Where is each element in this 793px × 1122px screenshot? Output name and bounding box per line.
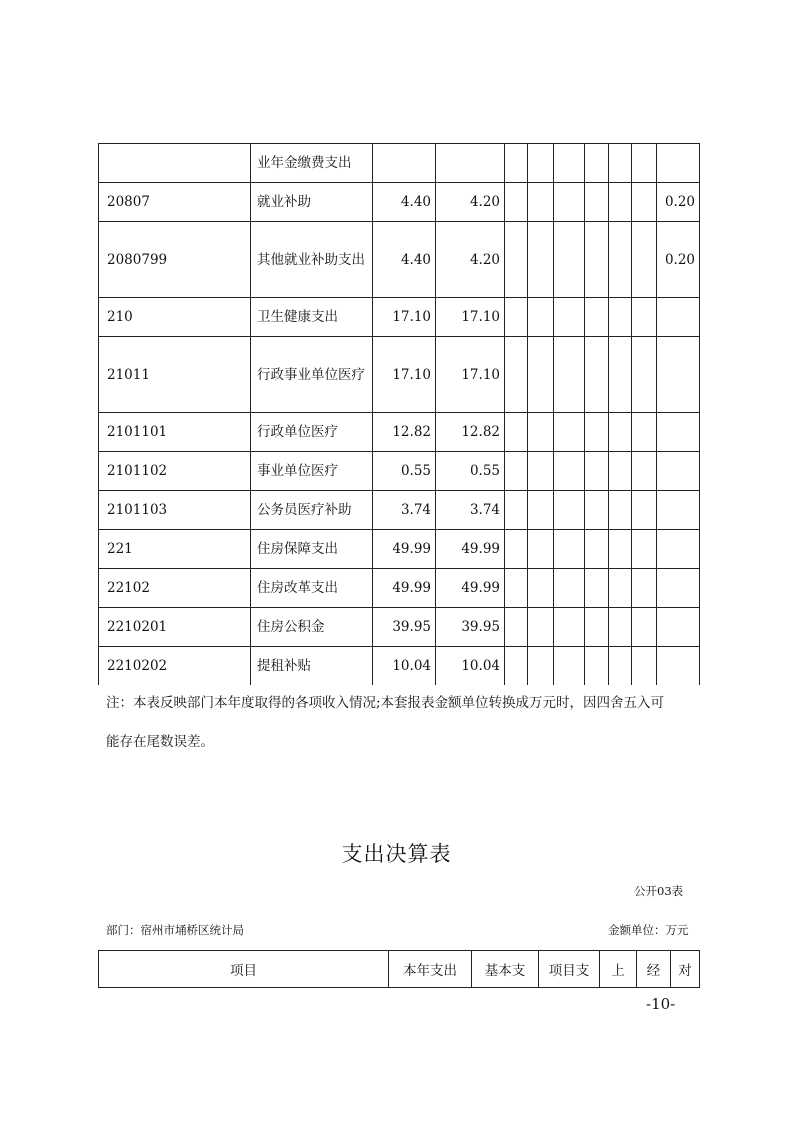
table-row xyxy=(99,144,700,183)
cell-c6 xyxy=(528,144,554,183)
cell-c10 xyxy=(632,222,657,298)
department-label: 部门：宿州市埇桥区统计局 xyxy=(106,923,244,937)
cell-name: 提租补贴 xyxy=(251,647,373,686)
cell-c5 xyxy=(505,298,528,337)
cell-c10 xyxy=(632,337,657,413)
cell-c6 xyxy=(528,452,554,491)
cell-c9 xyxy=(609,222,632,298)
cell-c10 xyxy=(632,647,657,686)
cell-c7 xyxy=(554,144,585,183)
cell-c6 xyxy=(528,491,554,530)
table-row xyxy=(99,183,700,222)
cell-c6 xyxy=(528,608,554,647)
header-cell: 项目支 xyxy=(539,951,600,988)
cell-code: 2101103 xyxy=(99,491,251,530)
cell-total xyxy=(373,144,436,183)
cell-c11 xyxy=(657,491,700,530)
cell-c5 xyxy=(505,144,528,183)
cell-c10 xyxy=(632,608,657,647)
cell-c11: 0.20 xyxy=(657,222,700,298)
cell-code: 22102 xyxy=(99,569,251,608)
cell-c9 xyxy=(609,337,632,413)
cell-name: 住房保障支出 xyxy=(251,530,373,569)
cell-c11 xyxy=(657,337,700,413)
cell-c8 xyxy=(585,452,609,491)
cell-total: 17.10 xyxy=(373,298,436,337)
cell-c6 xyxy=(528,413,554,452)
cell-total: 12.82 xyxy=(373,413,436,452)
cell-total: 10.04 xyxy=(373,647,436,686)
cell-c6 xyxy=(528,569,554,608)
cell-name: 业年金缴费支出 xyxy=(251,144,373,183)
cell-basic xyxy=(436,144,505,183)
cell-basic: 17.10 xyxy=(436,337,505,413)
cell-code: 2210201 xyxy=(99,608,251,647)
cell-c8 xyxy=(585,569,609,608)
page-number: -10- xyxy=(646,995,676,1013)
header-cell: 项目 xyxy=(99,951,389,988)
header-cell: 对 xyxy=(671,951,700,988)
note-line-1: 注：本表反映部门本年度取得的各项收入情况;本套报表金额单位转换成万元时，因四舍五入可 xyxy=(106,695,665,711)
cell-c8 xyxy=(585,647,609,686)
cell-c9 xyxy=(609,413,632,452)
cell-c9 xyxy=(609,608,632,647)
table-row xyxy=(99,608,700,647)
cell-total: 49.99 xyxy=(373,569,436,608)
cell-c11: 0.20 xyxy=(657,183,700,222)
cell-c7 xyxy=(554,569,585,608)
cell-c7 xyxy=(554,413,585,452)
cell-c10 xyxy=(632,530,657,569)
cell-total: 4.40 xyxy=(373,183,436,222)
cell-c10 xyxy=(632,144,657,183)
cell-c5 xyxy=(505,608,528,647)
cell-c7 xyxy=(554,530,585,569)
form-number: 公开03表 xyxy=(634,884,684,898)
section-title: 支出决算表 xyxy=(341,842,452,866)
cell-c5 xyxy=(505,337,528,413)
cell-c10 xyxy=(632,569,657,608)
cell-basic: 17.10 xyxy=(436,298,505,337)
table-row xyxy=(99,530,700,569)
cell-code xyxy=(99,144,251,183)
cell-c7 xyxy=(554,298,585,337)
cell-c5 xyxy=(505,530,528,569)
cell-c6 xyxy=(528,222,554,298)
cell-c8 xyxy=(585,222,609,298)
cell-c8 xyxy=(585,413,609,452)
header-cell: 经 xyxy=(637,951,671,988)
header-cell: 基本支 xyxy=(472,951,539,988)
cell-total: 49.99 xyxy=(373,530,436,569)
cell-c7 xyxy=(554,183,585,222)
header-cell: 本年支出 xyxy=(389,951,472,988)
cell-name: 住房改革支出 xyxy=(251,569,373,608)
income-table xyxy=(98,143,700,685)
cell-c9 xyxy=(609,452,632,491)
table-row xyxy=(99,413,700,452)
cell-c6 xyxy=(528,183,554,222)
cell-basic: 12.82 xyxy=(436,413,505,452)
cell-basic: 4.20 xyxy=(436,222,505,298)
table-row xyxy=(99,298,700,337)
note-line-2: 能存在尾数误差。 xyxy=(106,734,214,750)
cell-code: 2080799 xyxy=(99,222,251,298)
cell-code: 2101102 xyxy=(99,452,251,491)
cell-basic: 49.99 xyxy=(436,569,505,608)
cell-c5 xyxy=(505,413,528,452)
cell-c9 xyxy=(609,491,632,530)
amount-unit-label: 金额单位：万元 xyxy=(608,923,689,937)
cell-name: 卫生健康支出 xyxy=(251,298,373,337)
cell-c5 xyxy=(505,183,528,222)
cell-total: 4.40 xyxy=(373,222,436,298)
table-row xyxy=(99,337,700,413)
cell-c11 xyxy=(657,647,700,686)
cell-c5 xyxy=(505,491,528,530)
cell-total: 3.74 xyxy=(373,491,436,530)
table-row xyxy=(99,569,700,608)
cell-c10 xyxy=(632,298,657,337)
table-row xyxy=(99,491,700,530)
cell-total: 0.55 xyxy=(373,452,436,491)
cell-c10 xyxy=(632,413,657,452)
cell-basic: 10.04 xyxy=(436,647,505,686)
cell-c5 xyxy=(505,222,528,298)
cell-c11 xyxy=(657,298,700,337)
cell-c8 xyxy=(585,337,609,413)
cell-c8 xyxy=(585,530,609,569)
cell-c6 xyxy=(528,298,554,337)
cell-c8 xyxy=(585,608,609,647)
cell-c7 xyxy=(554,647,585,686)
cell-c7 xyxy=(554,491,585,530)
cell-basic: 3.74 xyxy=(436,491,505,530)
cell-c6 xyxy=(528,337,554,413)
cell-c7 xyxy=(554,452,585,491)
cell-c9 xyxy=(609,530,632,569)
cell-c5 xyxy=(505,569,528,608)
table-row xyxy=(99,647,700,686)
cell-c11 xyxy=(657,530,700,569)
cell-name: 就业补助 xyxy=(251,183,373,222)
cell-c11 xyxy=(657,452,700,491)
cell-code: 2210202 xyxy=(99,647,251,686)
cell-c11 xyxy=(657,144,700,183)
cell-c9 xyxy=(609,144,632,183)
cell-total: 39.95 xyxy=(373,608,436,647)
cell-c7 xyxy=(554,608,585,647)
cell-basic: 0.55 xyxy=(436,452,505,491)
cell-c7 xyxy=(554,222,585,298)
cell-c8 xyxy=(585,144,609,183)
cell-basic: 49.99 xyxy=(436,530,505,569)
cell-c8 xyxy=(585,491,609,530)
cell-c5 xyxy=(505,452,528,491)
cell-name: 住房公积金 xyxy=(251,608,373,647)
cell-name: 其他就业补助支出 xyxy=(251,222,373,298)
cell-basic: 39.95 xyxy=(436,608,505,647)
cell-c6 xyxy=(528,647,554,686)
cell-c6 xyxy=(528,530,554,569)
cell-c7 xyxy=(554,337,585,413)
cell-c9 xyxy=(609,569,632,608)
cell-code: 210 xyxy=(99,298,251,337)
cell-c9 xyxy=(609,647,632,686)
table-row xyxy=(99,222,700,298)
cell-c8 xyxy=(585,298,609,337)
cell-basic: 4.20 xyxy=(436,183,505,222)
cell-c9 xyxy=(609,298,632,337)
expenditure-table-header xyxy=(98,950,700,988)
cell-c10 xyxy=(632,183,657,222)
cell-code: 21011 xyxy=(99,337,251,413)
cell-name: 事业单位医疗 xyxy=(251,452,373,491)
cell-c11 xyxy=(657,569,700,608)
cell-name: 行政单位医疗 xyxy=(251,413,373,452)
table-row xyxy=(99,452,700,491)
cell-name: 行政事业单位医疗 xyxy=(251,337,373,413)
cell-total: 17.10 xyxy=(373,337,436,413)
cell-c10 xyxy=(632,452,657,491)
cell-c5 xyxy=(505,647,528,686)
cell-c11 xyxy=(657,608,700,647)
cell-name: 公务员医疗补助 xyxy=(251,491,373,530)
cell-c9 xyxy=(609,183,632,222)
cell-code: 2101101 xyxy=(99,413,251,452)
cell-c11 xyxy=(657,413,700,452)
header-cell: 上 xyxy=(600,951,637,988)
cell-code: 20807 xyxy=(99,183,251,222)
cell-c8 xyxy=(585,183,609,222)
table-header-row xyxy=(99,951,700,988)
cell-c10 xyxy=(632,491,657,530)
cell-code: 221 xyxy=(99,530,251,569)
